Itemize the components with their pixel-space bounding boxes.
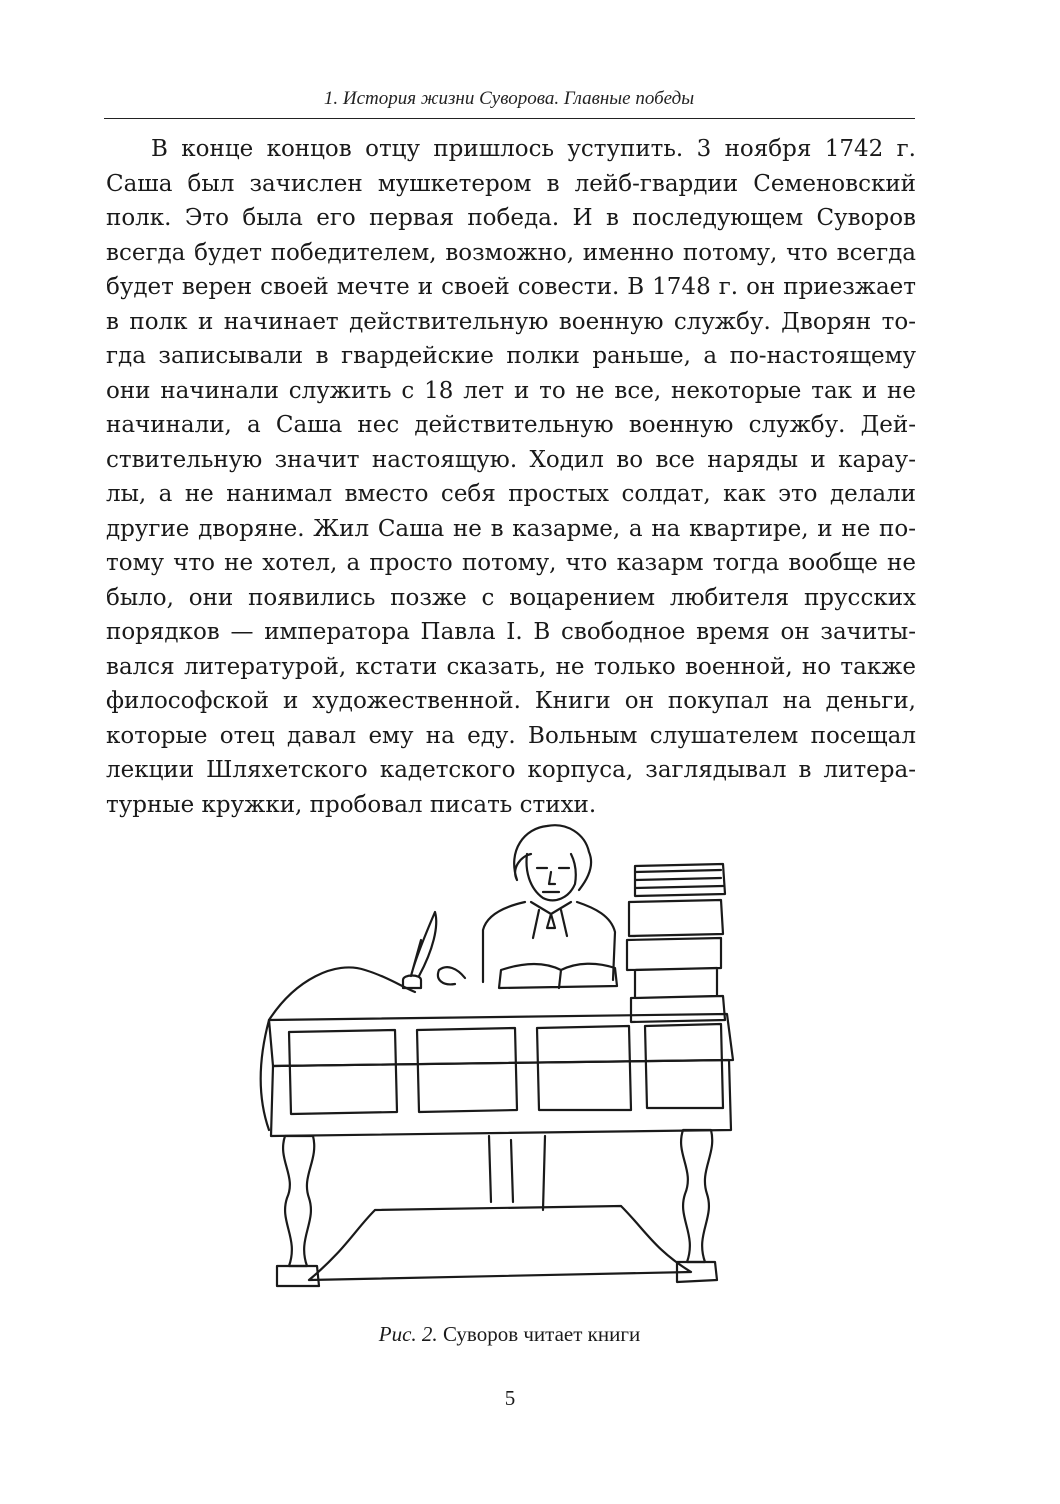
figure-collar — [531, 902, 571, 938]
text-line: которые отец давал ему на еду. Вольным слушателем посещал — [106, 722, 916, 749]
table-panel — [537, 1026, 631, 1110]
quill — [411, 912, 436, 976]
text-line: всегда будет победителем, возможно, именно потому, что всегда — [106, 239, 916, 266]
figure-caption — [104, 1322, 915, 1347]
text-line: порядков — императора Павла I. В свободное время он зачиты- — [106, 619, 916, 645]
table-apron — [271, 1060, 731, 1136]
text-line: лекции Шляхетского кадетского корпуса, заглядывал в литера- — [106, 757, 916, 783]
book-stack — [627, 864, 725, 1022]
text-line: гда записывали в гвардейские полки раньше, а по-настоящему — [106, 343, 916, 369]
text-line: в полк и начинает действительную военную службу. Дворян то- — [106, 308, 916, 335]
figure-illustration — [225, 810, 765, 1310]
text-line: другие дворяне. Жил Саша не в казарме, а на квартире, и не по- — [106, 515, 916, 542]
header-divider — [104, 118, 915, 119]
body-paragraph — [106, 132, 916, 822]
figure-features — [537, 868, 569, 892]
table-leg — [681, 1130, 712, 1262]
table-drape — [261, 967, 415, 1130]
open-book — [499, 964, 617, 988]
table-panel — [289, 1030, 397, 1114]
chair-legs — [489, 1136, 545, 1210]
text-line: начинали, а Саша нес действительную военную службу. Дей- — [106, 412, 916, 438]
page-number: 5 — [504, 1386, 516, 1410]
figure-label: Рис. 2. — [378, 1322, 438, 1346]
text-line: философской и художественной. Книги он покупал на деньги, — [106, 688, 916, 714]
table-panel — [645, 1024, 723, 1108]
text-line: В конце концов отцу пришлось уступить. 3 ноября 1742 г. — [151, 136, 916, 162]
table-panel — [417, 1028, 517, 1112]
figure-hand — [438, 967, 465, 984]
text-line: турные кружки, пробовал писать стихи. — [106, 791, 597, 818]
running-head: 1. История жизни Суворова. Главные победы — [323, 88, 695, 109]
text-line: было, они появились позже с воцарением любителя прусских — [106, 584, 916, 611]
text-line: ствительную значит настоящую. Ходил во все наряды и карау- — [106, 446, 916, 473]
text-line: будет верен своей мечте и своей совести. В 1748 г. он приезжает — [106, 274, 916, 300]
text-line: полк. Это была его первая победа. И в последующем Суворов — [106, 205, 916, 231]
table-stretcher — [309, 1206, 691, 1280]
text-line: они начинали служить с 18 лет и то не все, некоторые так и не — [106, 377, 916, 404]
text-line: тому что не хотел, а просто потому, что казарм тогда вообще не — [106, 550, 916, 576]
text-line: лы, а не нанимал вместо себя простых солдат, как это делали — [106, 481, 916, 507]
table-leg — [283, 1136, 314, 1266]
text-line: Саша был зачислен мушкетером в лейб-гвардии Семеновский — [106, 170, 916, 197]
suvorov-reading-drawing — [225, 810, 765, 1310]
text-line: вался литературой, кстати сказать, не только военной, но также — [106, 653, 916, 680]
inkwell — [403, 976, 421, 989]
figure-caption-text: Суворов читает книги — [442, 1322, 641, 1346]
